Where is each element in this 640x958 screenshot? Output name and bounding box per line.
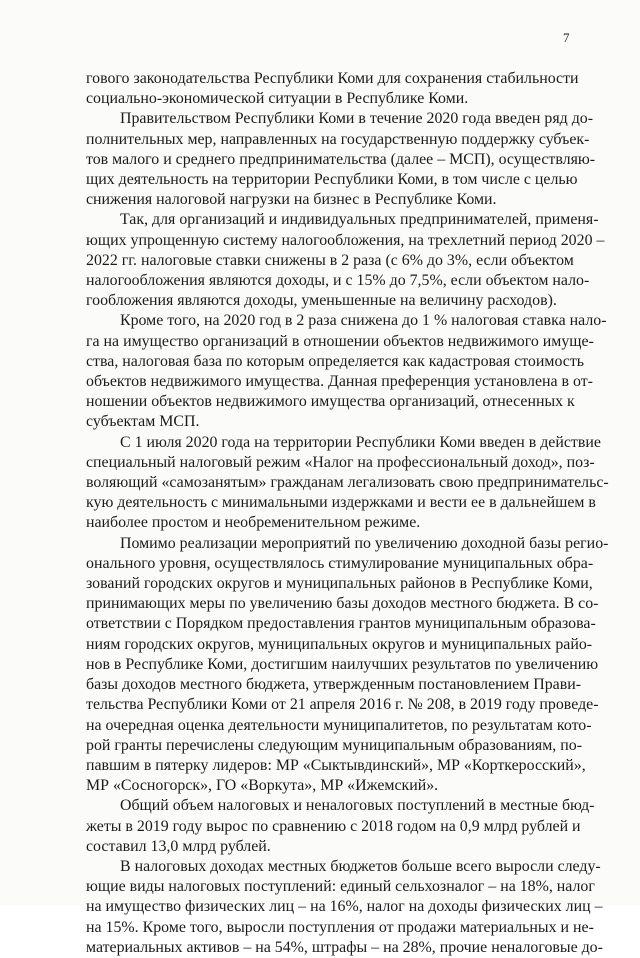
- text-line: МР «Сосногорск», ГО «Воркута», МР «Ижемский».: [86, 777, 439, 795]
- text-line: В налоговых доходах местных бюджетов больше всего выросли следу-: [120, 857, 601, 875]
- text-line: тельства Республики Коми от 21 апреля 2016 г. № 208, в 2019 году проведе-: [86, 696, 599, 714]
- text-line: социально-экономической ситуации в Республике Коми.: [86, 90, 469, 108]
- text-line: воляющий «самозанятым» гражданам легализовать свою предпринимательс-: [86, 474, 609, 492]
- text-line: нов в Республике Коми, достигшим наилучших результатов по увеличению: [86, 655, 599, 673]
- text-line: на имущество физических лиц – на 16%, налог на доходы физических лиц –: [86, 898, 603, 916]
- text-line: материальных активов – на 54%, штрафы – на 28%, прочие неналоговые до-: [86, 938, 603, 956]
- paragraph: [86, 109, 596, 210]
- paragraph: [86, 534, 609, 797]
- text-line: Так, для организаций и индивидуальных предпринимателей, применя-: [120, 211, 599, 229]
- text-line: Правительством Республики Коми в течение 2020 года введен ряд до-: [120, 110, 594, 128]
- text-line: объектов недвижимого имущества. Данная преференция установлена в от-: [86, 373, 593, 391]
- text-line: на очередная оценка деятельности муниципалитетов, по результатам кото-: [86, 716, 592, 734]
- text-line: составил 13,0 млрд рублей.: [86, 837, 271, 855]
- text-line: на 15%. Кроме того, выросли поступления от продажи материальных и не-: [86, 918, 594, 936]
- paragraph: [86, 857, 603, 958]
- text-line: ниям городских округов, муниципальных округов и муниципальных райо-: [86, 635, 593, 653]
- text-line: ющие виды налоговых поступлений: единый сельхозналог – на 18%, налог: [86, 878, 595, 896]
- text-line: павшим в пятерку лидеров: МР «Сыктывдинский», МР «Корткеросский»,: [86, 756, 586, 774]
- paragraph: [86, 69, 579, 109]
- paragraph: [86, 311, 607, 432]
- text-line: ства, налоговая база по которым определяется как кадастровая стоимость: [86, 352, 585, 370]
- text-line: жеты в 2019 году вырос по сравнению с 2018 годом на 0,9 млрд рублей и: [86, 817, 581, 835]
- text-line: кую деятельность с минимальными издержками и вести ее в дальнейшем в: [86, 494, 596, 512]
- paragraph: [86, 796, 595, 857]
- text-line: Помимо реализации мероприятий по увеличению доходной базы регио-: [120, 534, 609, 552]
- text-line: рой гранты перечислены следующим муниципальным образованиям, по-: [86, 736, 582, 754]
- paragraph: [86, 433, 609, 534]
- text-line: наиболее простом и необременительном режиме.: [86, 514, 421, 532]
- paragraph: [86, 210, 605, 311]
- text-line: Кроме того, на 2020 год в 2 раза снижена до 1 % налоговая ставка нало-: [120, 312, 607, 330]
- text-line: Общий объем налоговых и неналоговых поступлений в местные бюд-: [120, 797, 595, 815]
- text-line: ответствии с Порядком предоставления грантов муниципальным образова-: [86, 615, 596, 633]
- text-line: базы доходов местного бюджета, утвержденным постановлением Прави-: [86, 676, 582, 694]
- text-line: щих деятельность на территории Республики Коми, в том числе с целью: [86, 171, 578, 189]
- text-line: ношении объектов недвижимого имущества организаций, отнесенных к: [86, 393, 575, 411]
- page-number: 7: [563, 30, 570, 45]
- text-line: полнительных мер, направленных на государственную поддержку субъек-: [86, 130, 590, 148]
- text-line: специальный налоговый режим «Налог на профессиональный доход», поз-: [86, 453, 595, 471]
- text-line: тов малого и среднего предпринимательства (далее – МСП), осуществляю-: [86, 150, 596, 168]
- text-line: онального уровня, осуществлялось стимулирование муниципальных обра-: [86, 554, 594, 572]
- text-line: налогообложения являются доходы, и с 15% до 7,5%, если объектом нало-: [86, 272, 590, 290]
- text-line: ющих упрощенную систему налогообложения, на трехлетний период 2020 –: [86, 231, 605, 249]
- text-line: зований городских округов и муниципальных районов в Республике Коми,: [86, 575, 593, 593]
- text-line: С 1 июля 2020 года на территории Республики Коми введен в действие: [120, 433, 601, 451]
- text-line: 2022 гг. налоговые ставки снижены в 2 раза (с 6% до 3%, если объектом: [86, 251, 574, 269]
- text-line: субъектам МСП.: [86, 413, 200, 431]
- text-line: гообложения являются доходы, уменьшенные на величину расходов).: [86, 292, 557, 310]
- text-line: принимающих меры по увеличению базы доходов местного бюджета. В со-: [86, 595, 599, 613]
- text-line: снижения налоговой нагрузки на бизнес в Республике Коми.: [86, 191, 497, 209]
- document-body: [86, 69, 609, 958]
- text-line: гового законодательства Республики Коми для сохранения стабильности: [86, 70, 579, 87]
- text-line: га на имущество организаций в отношении объектов недвижимого имуще-: [86, 332, 594, 350]
